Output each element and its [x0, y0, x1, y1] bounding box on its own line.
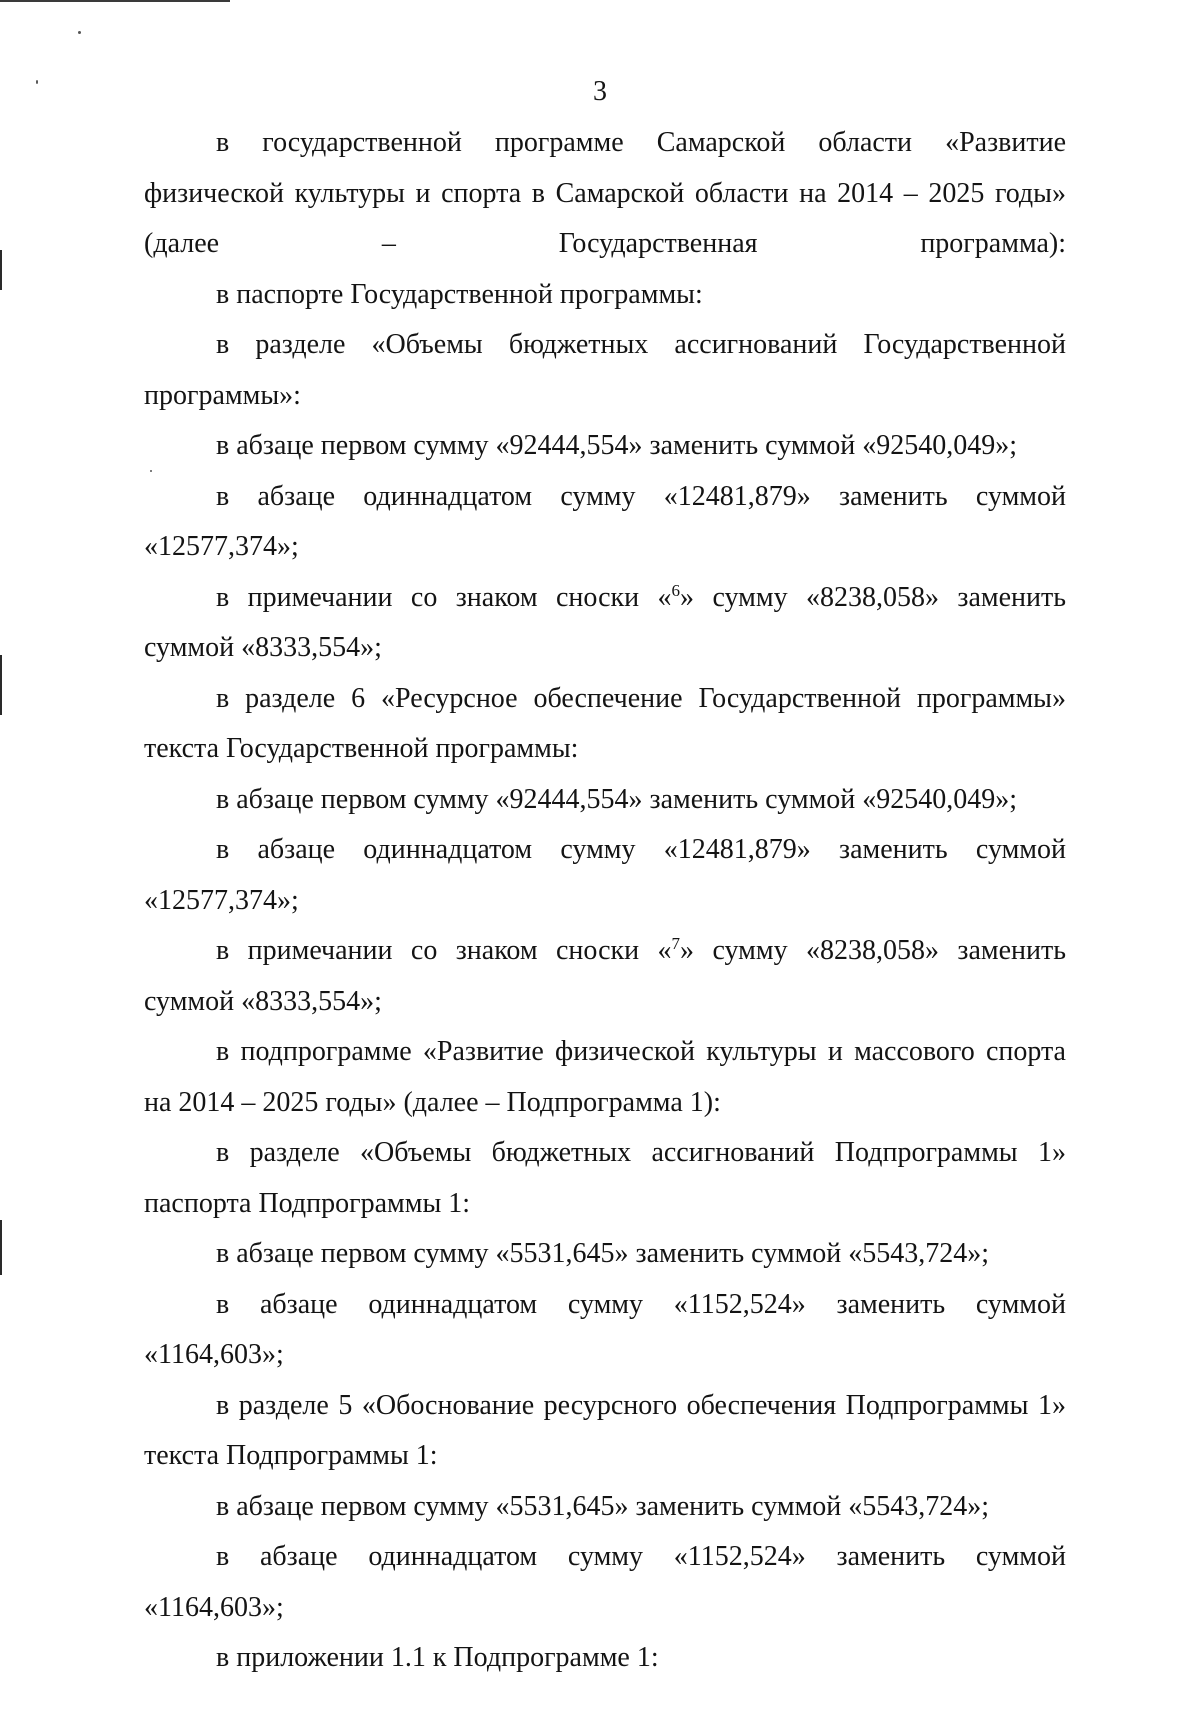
paragraph: в примечании со знаком сноски «$^7$» сумму «8238,058» заменить суммой «8333,554»;: [144, 933, 1066, 1017]
document-body: [144, 118, 1066, 1684]
scan-artifact-edge: [0, 655, 2, 715]
scan-artifact-speck: [78, 31, 81, 34]
paragraph: в абзаце одиннадцатом сумму «12481,879» заменить суммой «12577,374»;: [144, 480, 1066, 562]
paragraph: в приложении 1.1 к Подпрограмме 1:: [216, 1642, 659, 1673]
page-number: 3: [593, 76, 607, 107]
paragraph: в абзаце первом сумму «5531,645» заменить суммой «5543,724»;: [216, 1238, 990, 1269]
paragraph: в абзаце первом сумму «92444,554» заменить суммой «92540,049»;: [216, 430, 1018, 461]
paragraph: в государственной программе Самарской области «Развитие физической культуры и спорта в Самарской области на 2014 – 2025 годы» (далее – Государственная программа):: [144, 127, 1066, 259]
scan-artifact-line: [0, 0, 230, 2]
scan-artifact-edge: [0, 250, 2, 290]
paragraph: в абзаце одиннадцатом сумму «12481,879» заменить суммой «12577,374»;: [144, 834, 1066, 916]
paragraph: в абзаце первом сумму «92444,554» заменить суммой «92540,049»;: [216, 783, 1018, 815]
scan-artifact-edge: [0, 1220, 2, 1275]
paragraph: в разделе «Объемы бюджетных ассигнований Подпрограммы 1» паспорта Подпрограммы 1:: [144, 1137, 1066, 1219]
paragraph: в абзаце одиннадцатом сумму «1152,524» заменить суммой «1164,603»;: [144, 1541, 1066, 1623]
paragraph: в разделе 6 «Ресурсное обеспечение Государственной программы» текста Государственной программы:: [144, 682, 1066, 764]
paragraph: в абзаце первом сумму «5531,645» заменить суммой «5543,724»;: [216, 1490, 990, 1522]
paragraph: в примечании со знаком сноски «$^6$» сумму «8238,058» заменить суммой «8333,554»;: [144, 580, 1066, 663]
footnote-mark: 6: [671, 580, 681, 600]
paragraph: в разделе «Объемы бюджетных ассигнований Государственной программы»:: [144, 329, 1066, 411]
paragraph: в подпрограмме «Развитие физической культуры и массового спорта на 2014 – 2025 годы» (далее – Подпрограмма 1):: [144, 1036, 1066, 1118]
paragraph: в абзаце одиннадцатом сумму «1152,524» заменить суммой «1164,603»;: [144, 1288, 1066, 1370]
paragraph: в разделе 5 «Обоснование ресурсного обеспечения Подпрограммы 1» текста Подпрограммы 1:: [144, 1389, 1066, 1471]
paragraph: в паспорте Государственной программы:: [216, 278, 703, 310]
footnote-mark: 7: [671, 933, 681, 953]
